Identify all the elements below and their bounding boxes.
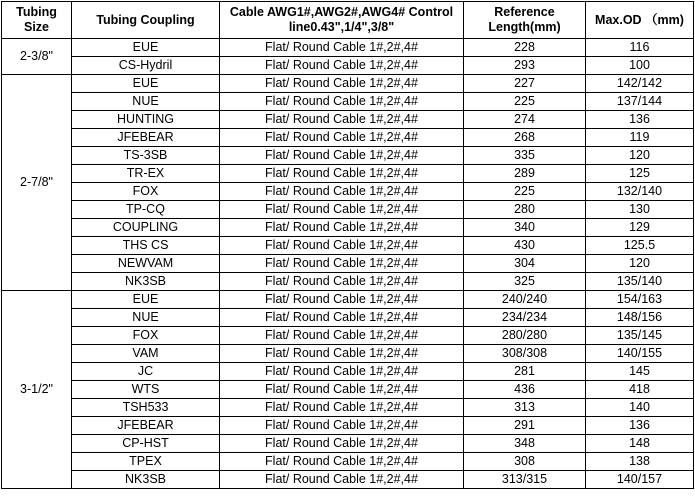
cable-cell: Flat/ Round Cable 1#,2#,4#	[220, 399, 464, 417]
cable-cell: Flat/ Round Cable 1#,2#,4#	[220, 291, 464, 309]
max-od-cell: 148	[586, 435, 694, 453]
reference-length-cell: 274	[464, 111, 586, 129]
cable-cell: Flat/ Round Cable 1#,2#,4#	[220, 165, 464, 183]
coupling-cell: TR-EX	[72, 165, 220, 183]
coupling-cell: TPEX	[72, 453, 220, 471]
max-od-cell: 100	[586, 57, 694, 75]
table-row	[2, 201, 694, 219]
coupling-cell: THS CS	[72, 237, 220, 255]
cable-cell: Flat/ Round Cable 1#,2#,4#	[220, 417, 464, 435]
tubing-coupling-table	[1, 1, 694, 489]
max-od-cell: 119	[586, 129, 694, 147]
reference-length-cell: 268	[464, 129, 586, 147]
reference-length-cell: 308	[464, 453, 586, 471]
coupling-cell: COUPLING	[72, 219, 220, 237]
coupling-cell: JC	[72, 363, 220, 381]
table-row	[2, 309, 694, 327]
reference-length-cell: 289	[464, 165, 586, 183]
table-row	[2, 237, 694, 255]
coupling-cell: WTS	[72, 381, 220, 399]
cable-cell: Flat/ Round Cable 1#,2#,4#	[220, 147, 464, 165]
cable-cell: Flat/ Round Cable 1#,2#,4#	[220, 183, 464, 201]
cable-cell: Flat/ Round Cable 1#,2#,4#	[220, 219, 464, 237]
table-row	[2, 327, 694, 345]
reference-length-cell: 436	[464, 381, 586, 399]
max-od-cell: 140/157	[586, 471, 694, 489]
cable-cell: Flat/ Round Cable 1#,2#,4#	[220, 435, 464, 453]
coupling-cell: TP-CQ	[72, 201, 220, 219]
coupling-cell: FOX	[72, 183, 220, 201]
reference-length-cell: 291	[464, 417, 586, 435]
cable-cell: Flat/ Round Cable 1#,2#,4#	[220, 57, 464, 75]
cable-cell: Flat/ Round Cable 1#,2#,4#	[220, 471, 464, 489]
table-row	[2, 57, 694, 75]
max-od-cell: 116	[586, 39, 694, 57]
table-row	[2, 147, 694, 165]
cable-cell: Flat/ Round Cable 1#,2#,4#	[220, 201, 464, 219]
reference-length-cell: 304	[464, 255, 586, 273]
coupling-cell: TS-3SB	[72, 147, 220, 165]
table-row	[2, 183, 694, 201]
table-row	[2, 363, 694, 381]
max-od-cell: 132/140	[586, 183, 694, 201]
reference-length-cell: 240/240	[464, 291, 586, 309]
max-od-cell: 145	[586, 363, 694, 381]
coupling-cell: NUE	[72, 93, 220, 111]
coupling-cell: NUE	[72, 309, 220, 327]
max-od-cell: 125.5	[586, 237, 694, 255]
header-max-od: Max.OD （mm)	[586, 2, 694, 39]
table-row	[2, 219, 694, 237]
reference-length-cell: 348	[464, 435, 586, 453]
header-row	[2, 2, 694, 39]
reference-length-cell: 281	[464, 363, 586, 381]
reference-length-cell: 313/315	[464, 471, 586, 489]
table-row	[2, 39, 694, 57]
table-row	[2, 471, 694, 489]
coupling-cell: TSH533	[72, 399, 220, 417]
reference-length-cell: 225	[464, 93, 586, 111]
coupling-cell: VAM	[72, 345, 220, 363]
coupling-cell: JFEBEAR	[72, 129, 220, 147]
table-row	[2, 435, 694, 453]
table-row	[2, 111, 694, 129]
max-od-cell: 142/142	[586, 75, 694, 93]
max-od-cell: 418	[586, 381, 694, 399]
max-od-cell: 136	[586, 111, 694, 129]
cable-cell: Flat/ Round Cable 1#,2#,4#	[220, 327, 464, 345]
cable-cell: Flat/ Round Cable 1#,2#,4#	[220, 75, 464, 93]
max-od-cell: 129	[586, 219, 694, 237]
header-cable: Cable AWG1#,AWG2#,AWG4# Control line0.43",1/4",3/8"	[220, 2, 464, 39]
table-row	[2, 255, 694, 273]
table-row	[2, 381, 694, 399]
table-row	[2, 165, 694, 183]
coupling-cell: NEWVAM	[72, 255, 220, 273]
header-tubing-coupling: Tubing Coupling	[72, 2, 220, 39]
max-od-cell: 140	[586, 399, 694, 417]
coupling-cell: FOX	[72, 327, 220, 345]
cable-cell: Flat/ Round Cable 1#,2#,4#	[220, 237, 464, 255]
reference-length-cell: 234/234	[464, 309, 586, 327]
reference-length-cell: 227	[464, 75, 586, 93]
table-row	[2, 453, 694, 471]
table-row	[2, 129, 694, 147]
tubing-size-cell: 2-7/8"	[2, 75, 72, 291]
table-row	[2, 345, 694, 363]
cable-cell: Flat/ Round Cable 1#,2#,4#	[220, 111, 464, 129]
reference-length-cell: 293	[464, 57, 586, 75]
tubing-size-cell: 2-3/8"	[2, 39, 72, 75]
cable-cell: Flat/ Round Cable 1#,2#,4#	[220, 129, 464, 147]
cable-cell: Flat/ Round Cable 1#,2#,4#	[220, 381, 464, 399]
reference-length-cell: 225	[464, 183, 586, 201]
table-row	[2, 417, 694, 435]
max-od-cell: 148/156	[586, 309, 694, 327]
max-od-cell: 138	[586, 453, 694, 471]
coupling-cell: NK3SB	[72, 273, 220, 291]
coupling-cell: HUNTING	[72, 111, 220, 129]
reference-length-cell: 430	[464, 237, 586, 255]
table-row	[2, 399, 694, 417]
max-od-cell: 154/163	[586, 291, 694, 309]
reference-length-cell: 280	[464, 201, 586, 219]
coupling-cell: EUE	[72, 39, 220, 57]
max-od-cell: 136	[586, 417, 694, 435]
reference-length-cell: 335	[464, 147, 586, 165]
cable-cell: Flat/ Round Cable 1#,2#,4#	[220, 255, 464, 273]
table-row	[2, 93, 694, 111]
max-od-cell: 137/144	[586, 93, 694, 111]
max-od-cell: 140/155	[586, 345, 694, 363]
coupling-cell: CS-Hydril	[72, 57, 220, 75]
coupling-cell: EUE	[72, 291, 220, 309]
table-row	[2, 75, 694, 93]
max-od-cell: 120	[586, 255, 694, 273]
max-od-cell: 135/145	[586, 327, 694, 345]
max-od-cell: 120	[586, 147, 694, 165]
table-header	[2, 2, 694, 39]
header-tubing-size: Tubing Size	[2, 2, 72, 39]
max-od-cell: 125	[586, 165, 694, 183]
cable-cell: Flat/ Round Cable 1#,2#,4#	[220, 363, 464, 381]
reference-length-cell: 228	[464, 39, 586, 57]
table-row	[2, 291, 694, 309]
coupling-cell: NK3SB	[72, 471, 220, 489]
reference-length-cell: 340	[464, 219, 586, 237]
coupling-cell: EUE	[72, 75, 220, 93]
header-reference-length: Reference Length(mm)	[464, 2, 586, 39]
cable-cell: Flat/ Round Cable 1#,2#,4#	[220, 93, 464, 111]
cable-cell: Flat/ Round Cable 1#,2#,4#	[220, 273, 464, 291]
cable-cell: Flat/ Round Cable 1#,2#,4#	[220, 39, 464, 57]
cable-cell: Flat/ Round Cable 1#,2#,4#	[220, 453, 464, 471]
cable-cell: Flat/ Round Cable 1#,2#,4#	[220, 309, 464, 327]
coupling-cell: CP-HST	[72, 435, 220, 453]
max-od-cell: 130	[586, 201, 694, 219]
cable-cell: Flat/ Round Cable 1#,2#,4#	[220, 345, 464, 363]
reference-length-cell: 325	[464, 273, 586, 291]
table-row	[2, 273, 694, 291]
table-body	[2, 39, 694, 489]
max-od-cell: 135/140	[586, 273, 694, 291]
tubing-size-cell: 3-1/2"	[2, 291, 72, 489]
reference-length-cell: 313	[464, 399, 586, 417]
coupling-cell: JFEBEAR	[72, 417, 220, 435]
reference-length-cell: 308/308	[464, 345, 586, 363]
reference-length-cell: 280/280	[464, 327, 586, 345]
